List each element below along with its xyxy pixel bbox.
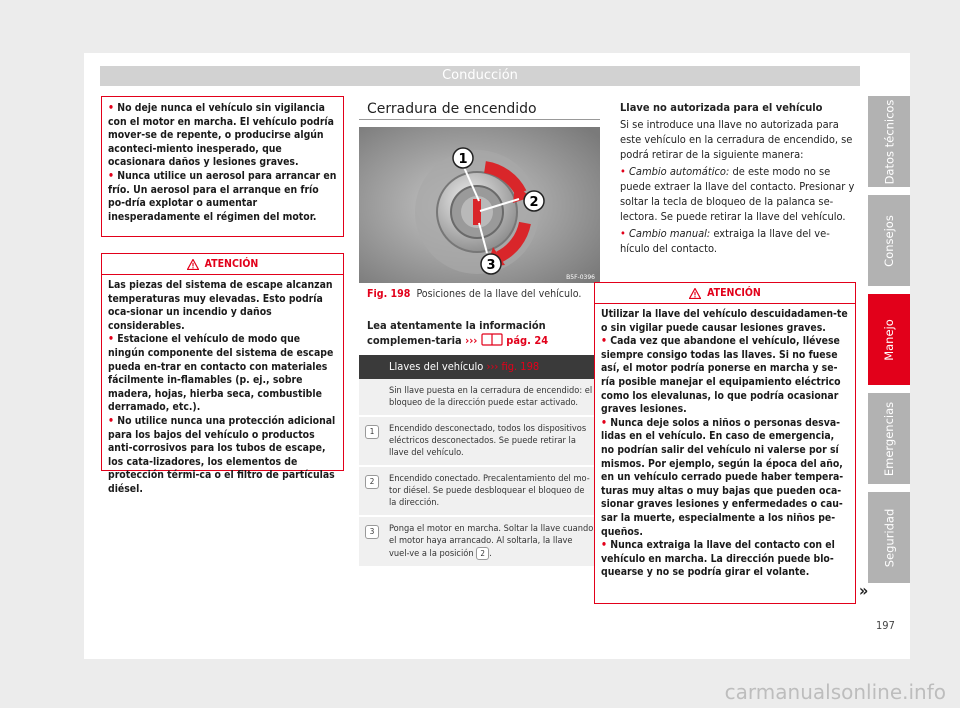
figure-ref-link[interactable]: ››› fig. 198: [486, 360, 540, 373]
caution-header: ATENCIÓN: [102, 254, 343, 275]
bullet-icon: •: [601, 539, 607, 552]
key-positions-table: [359, 355, 600, 568]
page-header: Conducción: [100, 66, 860, 86]
paragraph: Si se introduce una llave no autorizada para este vehículo en la cerradura de encendido, se podrá retirar de la siguiente manera:: [620, 118, 853, 161]
tab-consejos[interactable]: Consejos: [868, 195, 910, 286]
bullet-icon: •: [108, 169, 114, 182]
bullet-icon: •: [108, 414, 114, 427]
bullet-icon: •: [601, 335, 607, 348]
bullet-icon: •: [620, 165, 626, 178]
warning-box: [101, 96, 344, 237]
subheading: Llave no autorizada para el vehículo: [620, 101, 823, 114]
row-number: 3: [365, 525, 379, 539]
tab-datos-tecnicos[interactable]: Datos técnicos: [868, 96, 910, 187]
warning-triangle-icon: [689, 288, 701, 299]
bullet-icon: •: [108, 102, 114, 114]
caution-item: • Estacione el vehículo de modo que ningún componente del sistema de escape pueda en-trar en contacto con materiales fácilmente in-flamables (p. ej., sobre madera, hojas, hierba seca, combustible derramado, etc.).: [108, 333, 334, 414]
row-number: 2: [365, 475, 379, 489]
caution-item: • Nunca extraiga la llave del contacto con el vehículo en marcha. La dirección puede blo-quearse y no se podría girar el volante.: [601, 539, 835, 579]
right-column: [620, 100, 855, 256]
book-reference-icon: [481, 333, 503, 346]
watermark: carmanualsonline.info: [724, 680, 946, 704]
callout-2: 2: [529, 195, 539, 210]
figure-ignition: [359, 127, 600, 283]
table-row: 2 Encendido conectado. Precalentamiento del mo-tor diésel. Se puede desbloquear el bloqueo de la dirección.: [359, 467, 600, 517]
figure-caption: Fig. 198 Posiciones de la llave del vehículo.: [367, 288, 582, 300]
caution-intro: Las piezas del sistema de escape alcanzan temperaturas muy elevadas. Esto podría oca-sionar un incendio y daños considerables.: [108, 279, 333, 332]
bullet-icon: •: [108, 333, 114, 346]
caution-item: • Cada vez que abandone el vehículo, llévese siempre consigo todas las llaves. Si no fuese así, el motor podría ponerse en marcha y se-ría posible manejar el equipamiento eléctrico como los elevalunas, lo que podría ocasionar graves lesiones.: [601, 335, 841, 416]
warning-item: • No deje nunca el vehículo sin vigilancia con el motor en marcha. El vehículo podría mover-se de repente, o producirse algún aconteci-miento inesperado, que ocasionara daños y lesiones graves.: [108, 102, 334, 169]
caution-item: • Nunca deje solos a niños o personas desva-lidas en el vehículo. En caso de emergencia, no podrían salir del vehículo ni valerse por sí mismos. Por ejemplo, según la época del año, en un vehículo cerrado puede haber tempera-turas muy altas o muy bajas que pueden oca-sionar graves lesiones y enfermedades o cau-sar la muerte, especialmente a los niños pe-queños.: [601, 416, 844, 538]
tab-seguridad[interactable]: Seguridad: [868, 492, 910, 583]
intro-text: Lea atentamente la información complemen-taria ››› pág. 24: [367, 319, 549, 347]
page-number: 197: [876, 619, 895, 632]
bullet-icon: •: [620, 227, 626, 240]
figure-code: B5F-0396: [566, 274, 595, 281]
caution-header: ATENCIÓN: [595, 283, 855, 304]
bullet-icon: •: [601, 416, 607, 429]
caution-intro: Utilizar la llave del vehículo descuidadamen-te o sin vigilar puede causar lesiones graves.: [601, 308, 848, 334]
section-rule: [359, 119, 600, 120]
table-row: 1 Encendido desconectado, todos los dispositivos eléctricos desconectados. Se puede retirar la llave del vehículo.: [359, 417, 600, 467]
row-number: 1: [365, 425, 379, 439]
caution-item: • No utilice nunca una protección adicional para los bajos del vehículo o productos anti-corrosivos para los tubos de escape, los cata-lizadores, los elementos de protección térmi-ca o el filtro de partículas diésel.: [108, 414, 336, 495]
list-item: • Cambio automático: de este modo no se puede extraer la llave del contacto. Presionar y soltar la tecla de bloqueo de la palanca se-lectora. Se puede retirar la llave del vehículo.: [620, 165, 855, 223]
tab-emergencias[interactable]: Emergencias: [868, 393, 910, 484]
table-row: 3 Ponga el motor en marcha. Soltar la llave cuando el motor haya arrancado. Al soltarla, la llave vuel-ve a la posición 2 .: [359, 517, 600, 568]
callout-3: 3: [486, 258, 496, 273]
caution-box-key: [594, 282, 856, 604]
list-item: • Cambio manual: extraiga la llave del ve-hículo del contacto.: [620, 227, 830, 255]
continue-arrow-icon: »: [859, 581, 869, 600]
page-ref-link[interactable]: pág. 24: [506, 334, 549, 347]
caution-box-exhaust: [101, 253, 344, 495]
tab-manejo[interactable]: Manejo: [868, 294, 910, 385]
warning-triangle-icon: [187, 259, 199, 270]
warning-item: • Nunca utilice un aerosol para arrancar en frío. Un aerosol para el arranque en frío po-dría explotar o aumentar inesperadamente el régimen del motor.: [108, 169, 337, 223]
table-row: Sin llave puesta en la cerradura de encendido: el bloqueo de la dirección puede estar activado.: [359, 379, 600, 417]
callout-1: 1: [458, 152, 468, 167]
ignition-lock-illustration: [359, 127, 600, 283]
inline-position-ref: 2: [476, 547, 489, 560]
table-header: Llaves del vehículo ››› fig. 198: [359, 355, 600, 379]
section-title: Cerradura de encendido: [367, 101, 537, 117]
